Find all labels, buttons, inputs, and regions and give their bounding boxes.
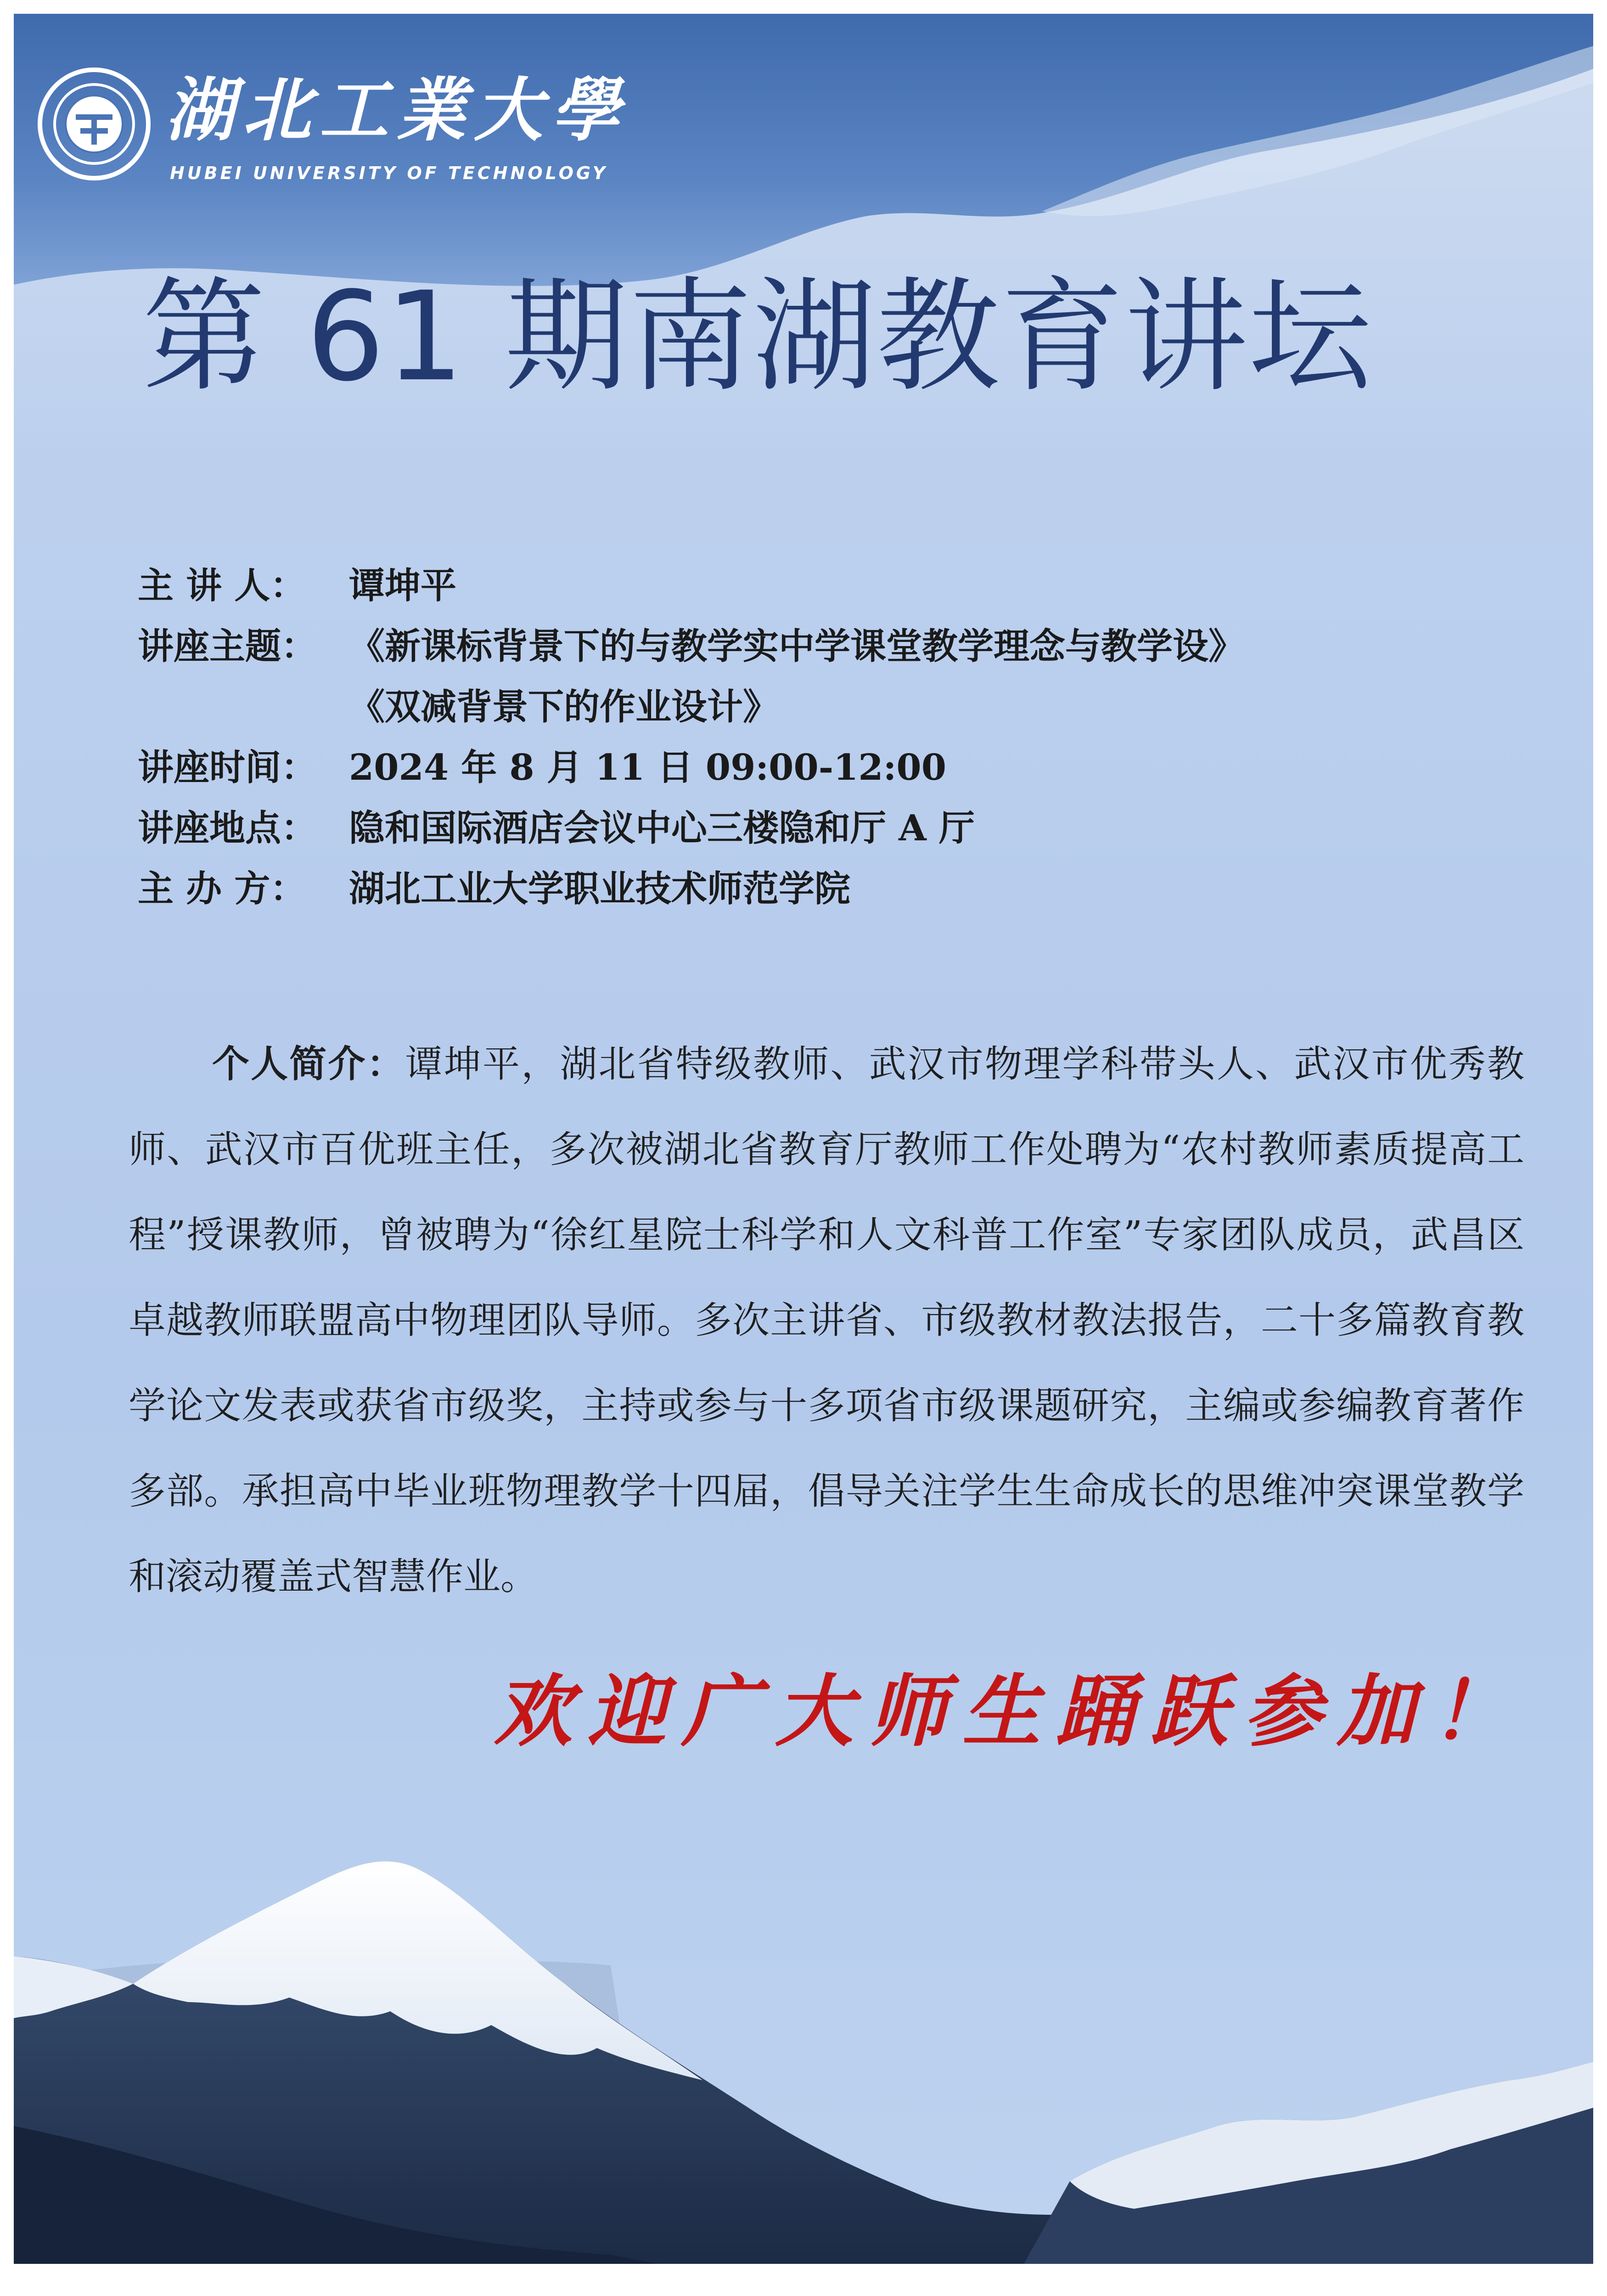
- time-value: 2024 年 8 月 11 日 09:00-12:00: [349, 747, 946, 788]
- poster: [14, 14, 1593, 2264]
- topic-row-2: [138, 677, 1515, 737]
- time-label: 讲座时间：: [138, 747, 317, 788]
- bio-label: 个人简介：: [212, 1042, 405, 1086]
- speaker-row: [138, 556, 1515, 616]
- topic-label: 讲座主题：: [138, 625, 317, 667]
- time-row: [138, 737, 1515, 798]
- university-seal-icon: [37, 67, 152, 181]
- host-row: [138, 859, 1515, 919]
- speaker-value: 谭坤平: [349, 565, 457, 607]
- speaker-bio: [129, 1022, 1524, 1620]
- topic-value-1: 《新课标背景下的与教学实中学课堂教学理念与教学设》: [349, 625, 1245, 667]
- university-logo: [32, 57, 629, 195]
- venue-label: 讲座地点：: [138, 807, 317, 849]
- university-name-en: HUBEI UNIVERSITY OF TECHNOLOGY: [170, 163, 608, 183]
- topic-value-2: 《双减背景下的作业设计》: [349, 686, 779, 728]
- lecture-info: [138, 556, 1515, 919]
- host-value: 湖北工业大学职业技术师范学院: [349, 868, 851, 910]
- university-name-zh: 湖北工業大學: [165, 70, 629, 151]
- host-label: 主 办 方：: [138, 868, 306, 910]
- topic-row: [138, 616, 1515, 677]
- venue-value: 隐和国际酒店会议中心三楼隐和厅 A 厅: [349, 807, 975, 849]
- speaker-label: 主 讲 人：: [138, 565, 306, 607]
- welcome-message: 欢迎广大师生踊跃参加！: [494, 1666, 1524, 1757]
- bio-text: 谭坤平，湖北省特级教师、武汉市物理学科带头人、武汉市优秀教师、武汉市百优班主任，多次被湖北省教育厅教师工作处聘为“农村教师素质提高工程”授课教师，曾被聘为“徐红星院士科学和人文科普工作室”专家团队成员，武昌区卓越教师联盟高中物理团队导师。多次主讲省、市级教材教法报告，二十多篇教育教学论文发表或获省市级奖，主持或参与十多项省市级课题研究，主编或参编教育著作多部。承担高中毕业班物理教学十四届，倡导关注学生生命成长的思维冲突课堂教学和滚动覆盖式智慧作业。: [129, 1043, 1524, 1598]
- venue-row: [138, 798, 1515, 859]
- page-title: 第 61 期南湖教育讲坛: [142, 265, 1373, 409]
